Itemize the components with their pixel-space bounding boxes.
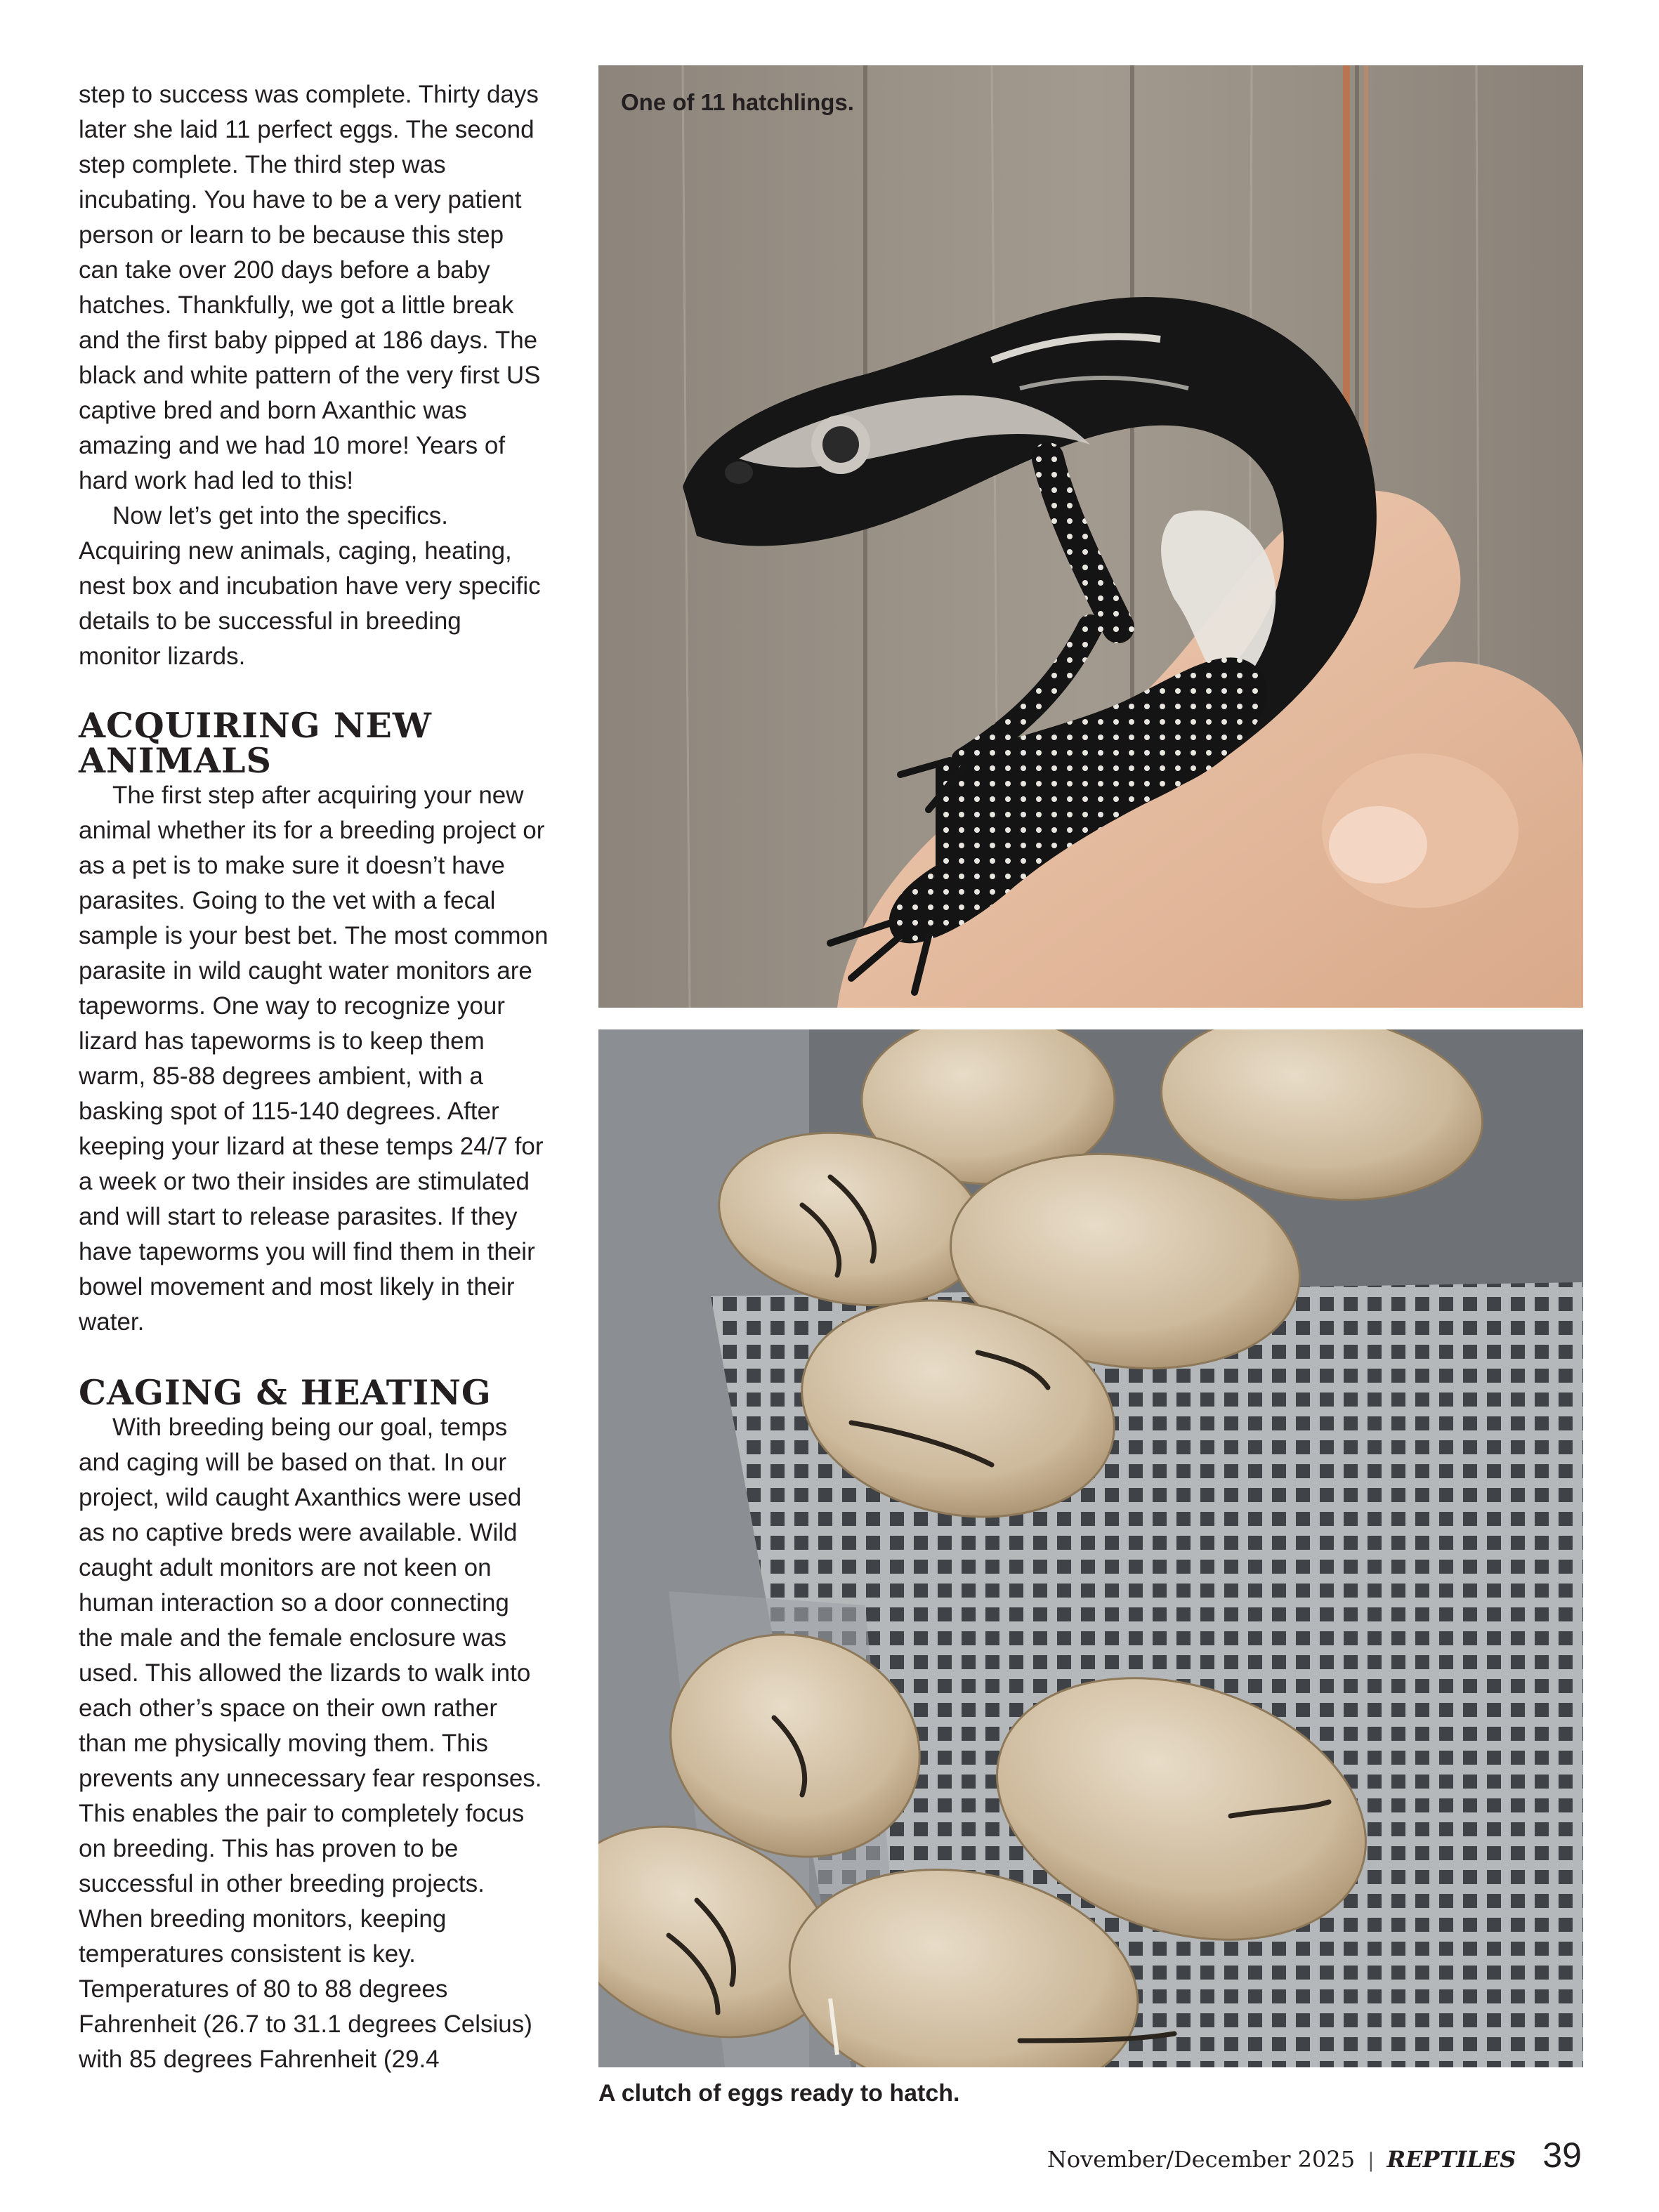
section-heading-caging: CAGING & HEATING (79, 1372, 492, 1413)
footer-separator: | (1368, 2149, 1375, 2172)
article-paragraph: Now let’s get into the specifics. Acquiring new animals, caging, heating, nest box and incubation have very specific details to be successful in breeding monitor lizards. (79, 502, 541, 670)
section-heading-acquiring (79, 705, 549, 781)
photo-caption-hatchling: One of 11 hatchlings. (621, 89, 854, 115)
article-paragraph: step to success was complete. Thirty days later she laid 11 perfect eggs. The second step complete. The third step was incubating. You have to be a very patient person or learn to be because this step can take over 200 days before a baby hatches. Thankfully, we got a little break and the first baby pipped at 186 days. The black and white pattern of the very first US captive bred and born Axanthic was amazing and we had 10 more! Years of hard work had led to this! (79, 81, 541, 494)
heading-line: ANIMALS (79, 740, 272, 781)
hatchling-photo (598, 65, 1583, 1008)
heading-line: ACQUIRING NEW (79, 705, 432, 746)
eggs-photo (598, 1029, 1583, 2067)
page-number: 39 (1542, 2135, 1582, 2175)
footer-issue-date: November/December 2025 (1047, 2146, 1356, 2173)
footer-magazine-name: REPTILES (1386, 2146, 1516, 2173)
eggs-illustration (598, 1029, 1583, 2067)
page-footer (1047, 2135, 1582, 2177)
hatchling-illustration (598, 65, 1583, 1008)
article-text-column (79, 77, 549, 2077)
article-paragraph: With breeding being our goal, temps and caging will be based on that. In our project, wild caught Axanthics were used as no captive breds were available. Wild caught adult monitors are not keen on human interaction so a door connecting the male and the female enclosure was used. This allowed the lizards to walk into each other’s space on their own rather than me physically moving them. This prevents any unnecessary fear responses. This enables the pair to completely focus on breeding. This has proven to be successful in other breeding projects. When breeding monitors, keeping temperatures consistent is key. Temperatures of 80 to 88 degrees Fahrenheit (26.7 to 31.1 degrees Celsius) with 85 degrees Fahrenheit (29.4 (79, 1414, 542, 2073)
article-paragraph: The first step after acquiring your new animal whether its for a breeding project or as a pet is to make sure it doesn’t have parasites. Going to the vet with a fecal sample is your best bet. The most common parasite in wild caught water monitors are tapeworms. One way to recognize your lizard has tapeworms is to keep them warm, 85-88 degrees ambient, with a basking spot of 115-140 degrees. After keeping your lizard at these temps 24/7 for a week or two their insides are stimulated and will start to release parasites. If they have tapeworms you will find them in their bowel movement and most likely in their water. (79, 782, 549, 1336)
photo-caption-eggs: A clutch of eggs ready to hatch. (598, 2080, 960, 2107)
